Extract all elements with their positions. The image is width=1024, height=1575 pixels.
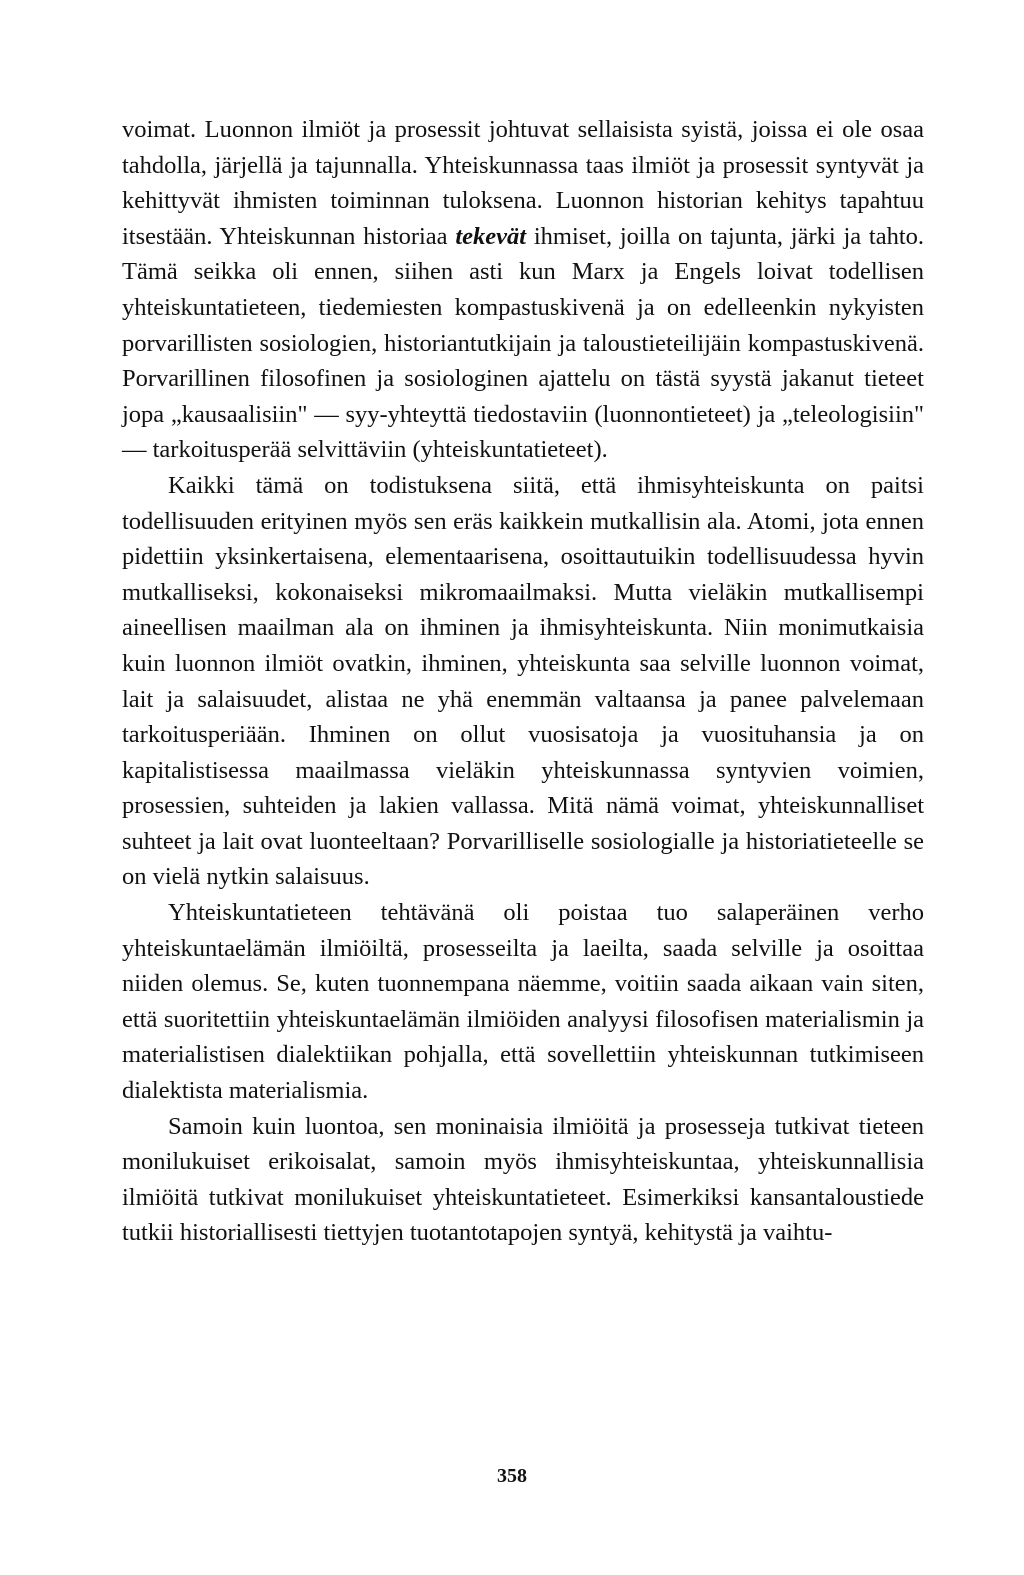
- paragraph-2-text: Kaikki tämä on todistuksena siitä, että ihmisyhteiskunta on paitsi todellisuuden erityinen myös sen eräs kaikkein mutkallisin ala. Atomi, jota ennen pidettiin yksinkertaisena, elementaarisena, osoittautuikin todellisuudessa hyvin mutkalliseksi, kokonaiseksi mikromaailmaksi. Mutta vieläkin mutkallisempi aineellisen maailman ala on ihminen ja ihmisyhteiskunta. Niin monimutkaisia kuin luonnon ilmiöt ovatkin, ihminen, yhteiskunta saa selville luonnon voimat, lait ja salaisuudet, alistaa ne yhä enemmän valtaansa ja panee palvelemaan tarkoitusperiään. Ihminen on ollut vuosisatoja ja vuosituhansia ja on kapitalistisessa maailmassa vieläkin yhteiskunnassa syntyvien voimien, prosessien, suhteiden ja lakien vallassa. Mitä nämä voimat, yhteiskunnalliset suhteet ja lait ovat luonteeltaan? Porvarilliselle sosiologialle ja historiatieteelle se on vielä nytkin salaisuus.: [122, 471, 924, 891]
- page-number: 358: [497, 1465, 527, 1487]
- paragraph-2: [122, 468, 924, 895]
- paragraph-3: [122, 895, 924, 1109]
- paragraph-4-text: Samoin kuin luontoa, sen moninaisia ilmiöitä ja prosesseja tutkivat tieteen monilukuiset erikoisalat, samoin myös ihmisyhteiskuntaa, yhteiskunnallisia ilmiöitä tutkivat monilukuiset yhteiskuntatieteet. Esimerkiksi kansantaloustiede tutkii historiallisesti tiettyjen tuotantotapojen syntyä, kehitystä ja vaihtu-: [122, 1112, 924, 1247]
- book-page: [122, 112, 924, 1251]
- paragraph-1-text-a: voimat. Luonnon ilmiöt ja prosessit johtuvat sellaisista syistä, joissa ei ole osaa tahdolla, järjellä ja tajunnalla. Yhteiskunnassa taas ilmiöt ja prosessit syntyvät ja kehittyvät ihmisten toiminnan tuloksena. Luonnon historian kehitys tapahtuu itsestään. Yhteiskunnan historiaa: [122, 116, 924, 250]
- paragraph-1: [122, 112, 924, 468]
- paragraph-1-text-b: ihmiset, joilla on tajunta, järki ja tahto. Tämä seikka oli ennen, siihen asti kun Marx ja Engels loivat todellisen yhteiskuntatieteen, tiedemiesten kompastuskivenä ja on edelleenkin nykyisten porvarillisten sosiologien, historiantutkijain ja taloustieteilijäin kompastuskivenä. Porvarillinen filosofinen ja sosiologinen ajattelu on tästä syystä jakanut tieteet jopa „kausaalisiin" — syy-yhteyttä tiedostaviin (luonnontieteet) ja „teleologisiin" — tarkoitusperää selvittäviin (yhteiskuntatieteet).: [122, 222, 925, 464]
- paragraph-3-text: Yhteiskuntatieteen tehtävänä oli poistaa tuo salaperäinen verho yhteiskuntaelämän ilmiöiltä, prosesseilta ja laeilta, saada selville ja osoittaa niiden olemus. Se, kuten tuonnempana näemme, voitiin saada aikaan vain siten, että suoritettiin yhteiskuntaelämän ilmiöiden analyysi filosofisen materialismin ja materialistisen dialektiikan pohjalla, että sovellettiin yhteiskunnan tutkimiseen dialektista materialismia.: [122, 899, 924, 1105]
- paragraph-4: [122, 1109, 924, 1251]
- paragraph-1-emphasis: tekevät: [455, 222, 527, 250]
